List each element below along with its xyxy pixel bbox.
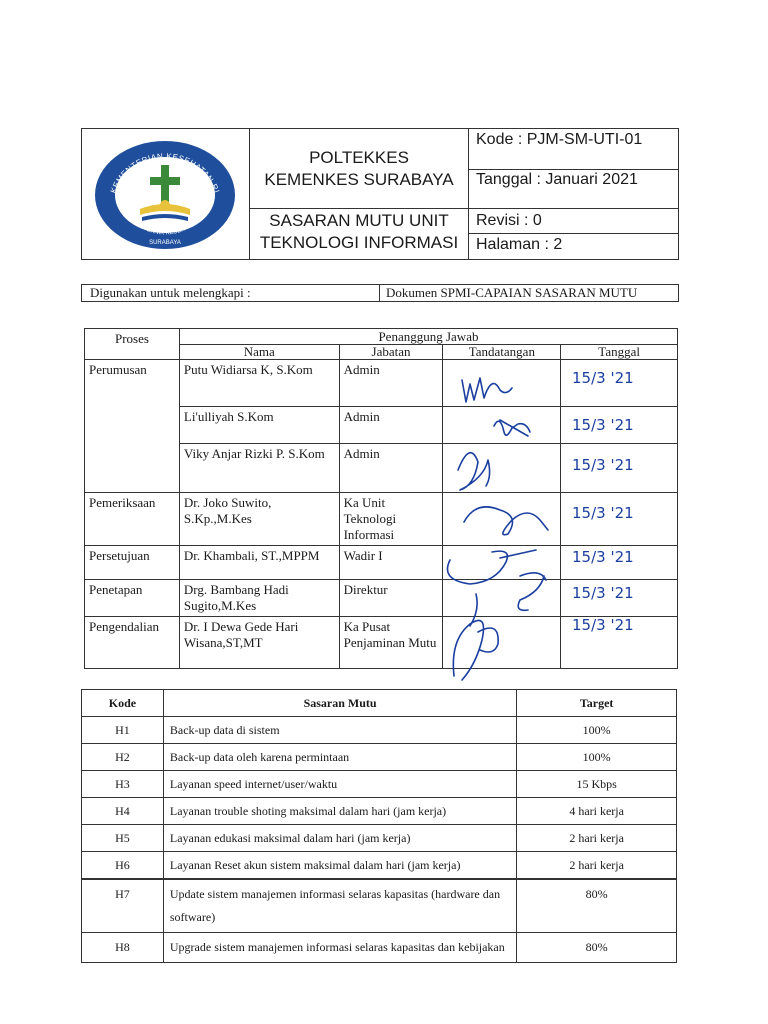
target-cell: 15 Kbps <box>517 771 677 798</box>
nama-cell: Putu Widiarsa K, S.Kom <box>179 360 339 407</box>
sasaran-cell: Layanan edukasi maksimal dalam hari (jam kerja) <box>163 825 516 852</box>
sasaran-cell: Layanan speed internet/user/waktu <box>163 771 516 798</box>
signature-khambali <box>448 550 547 584</box>
col-nama-header: Nama <box>179 345 339 360</box>
nama-cell: Dr. Khambali, ST.,MPPM <box>179 546 339 580</box>
col-target-header: Target <box>517 690 677 717</box>
sasaran-cell: Back-up data oleh karena permintaan <box>163 744 516 771</box>
jabatan-cell: Ka Unit Teknologi Informasi <box>339 493 443 546</box>
jabatan-cell: Ka Pusat Penjaminan Mutu <box>339 617 443 669</box>
jabatan-cell: Direktur <box>339 580 443 617</box>
signature-joko <box>464 507 548 535</box>
signature-viky <box>458 453 490 490</box>
sasaran-cell: Layanan trouble shoting maksimal dalam hari (jam kerja) <box>163 798 516 825</box>
doc-date: Tanggal : Januari 2021 <box>476 171 638 188</box>
table-row <box>82 744 677 771</box>
col-proses-header: Proses <box>85 329 180 360</box>
org-name-line2: KEMENKES SURABAYA <box>264 170 454 189</box>
date-handwritten: 15/3 '21 <box>572 584 634 602</box>
logo-city-text: SURABAYA <box>149 240 181 246</box>
quality-target-table <box>81 689 677 879</box>
proses-cell: Penetapan <box>85 580 180 617</box>
kode-cell: H6 <box>82 852 164 879</box>
table-row <box>82 771 677 798</box>
doc-revision: Revisi : 0 <box>476 212 542 229</box>
date-handwritten: 15/3 '21 <box>572 369 634 387</box>
doc-title-line1: SASARAN MUTU UNIT <box>269 211 449 230</box>
kode-cell: H4 <box>82 798 164 825</box>
nama-cell: Drg. Bambang Hadi Sugito,M.Kes <box>179 580 339 617</box>
target-cell: 100% <box>517 744 677 771</box>
nama-cell: Li'ulliyah S.Kom <box>179 407 339 444</box>
target-cell: 100% <box>517 717 677 744</box>
col-group-header: Penanggung Jawab <box>179 329 677 345</box>
col-sasaran-header: Sasaran Mutu <box>163 690 516 717</box>
signature-putu <box>462 378 512 402</box>
signature-dewa <box>453 620 498 680</box>
table-row <box>82 880 677 933</box>
logo-ring-bottom-text: POLITEKNIK KESEHATAN <box>130 218 200 237</box>
kode-cell: H1 <box>82 717 164 744</box>
col-jabatan-header: Jabatan <box>339 345 443 360</box>
doc-code: Kode : PJM-SM-UTI-01 <box>476 131 643 148</box>
target-cell: 2 hari kerja <box>517 852 677 879</box>
col-tanggal-header: Tanggal <box>561 345 678 360</box>
kode-cell: H8 <box>82 933 164 963</box>
sasaran-cell: Layanan Reset akun sistem maksimal dalam hari (jam kerja) <box>163 852 516 879</box>
proses-cell: Pengendalian <box>85 617 180 669</box>
jabatan-cell: Admin <box>339 407 443 444</box>
table-row <box>82 933 677 963</box>
kode-cell: H7 <box>82 880 164 933</box>
date-handwritten: 15/3 '21 <box>572 416 634 434</box>
target-cell: 80% <box>517 880 677 933</box>
col-ttd-header: Tandatangan <box>443 345 561 360</box>
date-handwritten: 15/3 '21 <box>572 548 634 566</box>
nama-cell: Dr. Joko Suwito, S.Kp.,M.Kes <box>179 493 339 546</box>
table-row <box>82 717 677 744</box>
col-kode-header: Kode <box>82 690 164 717</box>
logo-ring-top-text: KEMENTERIAN KESEHATAN RI <box>108 151 222 195</box>
doc-title-line2: TEKNOLOGI INFORMASI <box>259 233 459 252</box>
sasaran-cell: Update sistem manajemen informasi selaras kapasitas (hardware dan software) <box>163 880 516 933</box>
doc-page: Halaman : 2 <box>476 236 563 253</box>
used-for-value: Dokumen SPMI-CAPAIAN SASARAN MUTU <box>386 285 638 300</box>
table-row <box>82 798 677 825</box>
table-row <box>82 825 677 852</box>
sasaran-cell: Upgrade sistem manajemen informasi selaras kapasitas dan kebijakan <box>163 933 516 963</box>
date-handwritten: 15/3 '21 <box>572 504 634 522</box>
date-handwritten: 15/3 '21 <box>572 456 634 474</box>
nama-cell: Viky Anjar Rizki P. S.Kom <box>179 444 339 493</box>
date-handwritten: 15/3 '21 <box>572 616 634 634</box>
proses-cell: Persetujuan <box>85 546 180 580</box>
signature-bambang <box>470 576 544 626</box>
proses-cell: Pemeriksaan <box>85 493 180 546</box>
signature-liulliyah <box>494 420 530 436</box>
proses-cell: Perumusan <box>85 360 180 493</box>
target-cell: 4 hari kerja <box>517 798 677 825</box>
sasaran-cell: Back-up data di sistem <box>163 717 516 744</box>
kode-cell: H3 <box>82 771 164 798</box>
nama-cell: Dr. I Dewa Gede Hari Wisana,ST,MT <box>179 617 339 669</box>
quality-target-table-continued <box>81 879 677 963</box>
jabatan-cell: Admin <box>339 360 443 407</box>
org-name-line1: POLTEKKES <box>309 148 409 167</box>
kode-cell: H2 <box>82 744 164 771</box>
table-row <box>82 852 677 879</box>
kode-cell: H5 <box>82 825 164 852</box>
target-cell: 2 hari kerja <box>517 825 677 852</box>
target-cell: 80% <box>517 933 677 963</box>
jabatan-cell: Wadir I <box>339 546 443 580</box>
jabatan-cell: Admin <box>339 444 443 493</box>
used-for-label: Digunakan untuk melengkapi : <box>90 285 251 300</box>
